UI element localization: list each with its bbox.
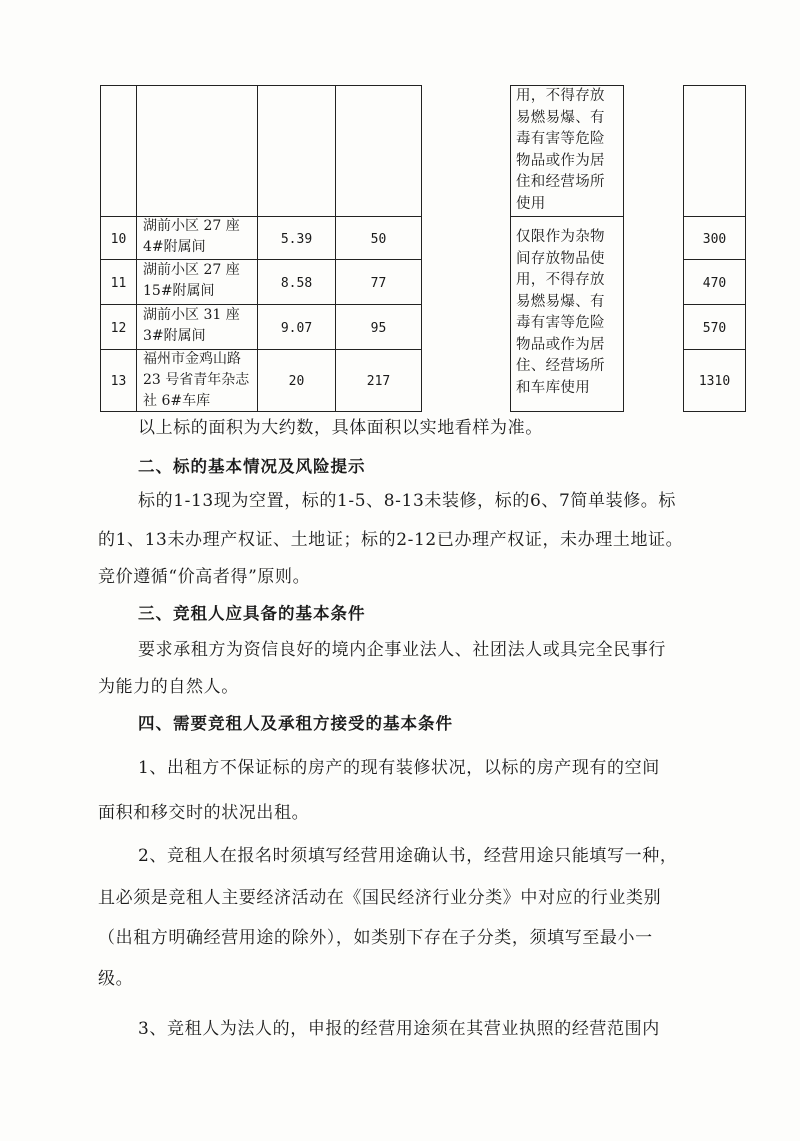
item-price: 1310 bbox=[698, 374, 731, 389]
item-area: 8.58 bbox=[280, 276, 313, 291]
paragraph-line: 且必须是竞租人主要经济活动在《国民经济行业分类》中对应的行业类别 bbox=[98, 888, 662, 908]
section-heading: 四、需要竞租人及承租方接受的基本条件 bbox=[138, 714, 453, 733]
paragraph-line: 的1、13未办理产权证、土地证；标的2-12已办理产权证，未办理土地证。 bbox=[98, 530, 684, 550]
section-heading: 三、竞租人应具备的基本条件 bbox=[138, 604, 366, 623]
item-price: 570 bbox=[702, 321, 727, 336]
paragraph-line: 标的1-13现为空置，标的1-5、8-13未装修，标的6、7简单装修。标 bbox=[138, 491, 676, 511]
area-note: 以上标的面积为大约数，具体面积以实地看样为准。 bbox=[138, 418, 543, 438]
item-price: 300 bbox=[702, 232, 727, 247]
usage-note: 仅限作为杂物 间存放物品使 用，不得存放 易燃易爆、有 毒有害等危险 物品或作为居 住、经营场所 和车库使用 bbox=[516, 229, 605, 396]
paragraph-line: 1、出租方不保证标的房产的现有装修状况，以标的房产现有的空间 bbox=[138, 758, 660, 778]
item-name: 福州市金鸡山路 23 号省青年杂志 社 6#车库 bbox=[143, 351, 250, 409]
row-number: 11 bbox=[110, 276, 127, 291]
item-rent: 95 bbox=[370, 321, 387, 336]
item-area: 20 bbox=[288, 374, 305, 389]
paragraph-line: 竞价遵循“价高者得”原则。 bbox=[98, 567, 311, 587]
paragraph-line: 3、竞租人为法人的，申报的经营用途须在其营业执照的经营范围内 bbox=[138, 1019, 660, 1039]
paragraph-line: 为能力的自然人。 bbox=[98, 677, 239, 697]
item-area: 9.07 bbox=[280, 321, 313, 336]
item-rent: 217 bbox=[366, 374, 391, 389]
section-heading: 二、标的基本情况及风险提示 bbox=[138, 457, 366, 476]
row-number: 13 bbox=[110, 374, 127, 389]
paragraph-line: （出租方明确经营用途的除外），如类别下存在子分类，须填写至最小一 bbox=[98, 928, 653, 948]
paragraph-line: 2、竞租人在报名时须填写经营用途确认书，经营用途只能填写一种， bbox=[138, 846, 678, 866]
usage-note-continued: 用，不得存放 易燃易爆、有 毒有害等危险 物品或作为居 住和经营场所 使用 bbox=[516, 88, 605, 212]
item-area: 5.39 bbox=[280, 232, 313, 247]
item-rent: 77 bbox=[370, 276, 387, 291]
paragraph-line: 级。 bbox=[98, 969, 134, 989]
item-name: 湖前小区 27 座 15#附属间 bbox=[143, 262, 240, 299]
rental-items-table bbox=[100, 85, 746, 412]
item-name: 湖前小区 31 座 3#附属间 bbox=[143, 307, 240, 344]
item-rent: 50 bbox=[370, 232, 387, 247]
row-number: 12 bbox=[110, 321, 127, 336]
item-price: 470 bbox=[702, 276, 727, 291]
paragraph-line: 要求承租方为资信良好的境内企事业法人、社团法人或具完全民事行 bbox=[138, 640, 666, 660]
item-name: 湖前小区 27 座 4#附属间 bbox=[143, 218, 240, 255]
row-number: 10 bbox=[110, 232, 127, 247]
paragraph-line: 面积和移交时的状况出租。 bbox=[98, 803, 310, 823]
